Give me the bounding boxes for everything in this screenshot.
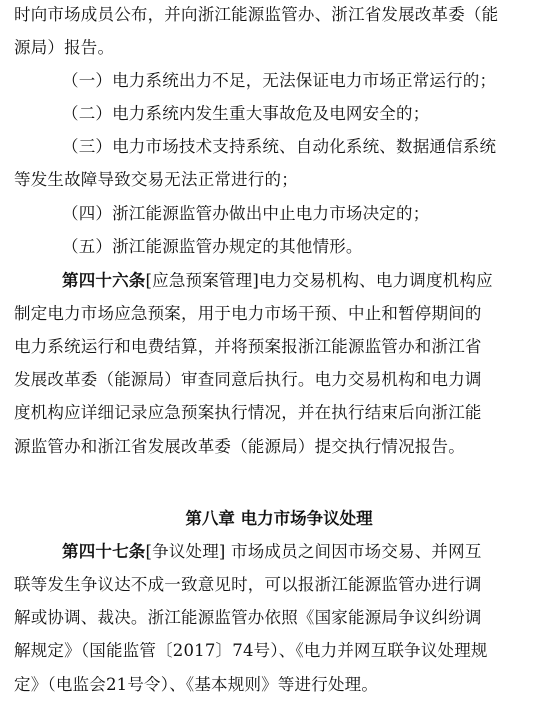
list-item-3-continuation: 等发生故障导致交易无法正常进行的； bbox=[14, 170, 298, 189]
article-46-line: 电力系统运行和电费结算，并将预案报浙江能源监管办和浙江省 bbox=[14, 337, 482, 356]
article-46-line: 制定电力市场应急预案，用于电力市场干预、中止和暂停期间的 bbox=[14, 304, 482, 323]
article-47-line: 定》（电监会21号令）、《基本规则》等进行处理。 bbox=[14, 675, 379, 694]
article-47-number: 第四十七条 bbox=[62, 542, 146, 561]
chapter-heading: 第八章 电力市场争议处理 bbox=[185, 509, 373, 528]
list-item-3: （三）电力市场技术支持系统、自动化系统、数据通信系统 bbox=[62, 137, 497, 156]
article-46-line: 发展改革委（能源局）审查同意后执行。电力交易机构和电力调 bbox=[14, 370, 482, 389]
list-item-1: （一）电力系统出力不足，无法保证电力市场正常运行的； bbox=[62, 71, 497, 90]
article-46-text: [应急预案管理]电力交易机构、电力调度机构应 bbox=[145, 271, 493, 290]
article-47-first-line bbox=[62, 541, 482, 563]
list-item-2: （二）电力系统内发生重大事故危及电网安全的； bbox=[62, 104, 430, 123]
paragraph-line: 时向市场成员公布，并向浙江能源监管办、浙江省发展改革委（能 bbox=[14, 5, 499, 24]
article-47-line: 解规定》（国能监管〔2017〕74号）、《电力并网互联争议处理规 bbox=[14, 641, 488, 660]
article-47-line: 联等发生争议达不成一致意见时，可以报浙江能源监管办进行调 bbox=[14, 575, 482, 594]
article-46-line: 源监管办和浙江省发展改革委（能源局）提交执行情况报告。 bbox=[14, 437, 465, 456]
article-46-line: 度机构应详细记录应急预案执行情况，并在执行结束后向浙江能 bbox=[14, 403, 482, 422]
list-item-5: （五）浙江能源监管办规定的其他情形。 bbox=[62, 237, 363, 256]
paragraph-line: 源局）报告。 bbox=[14, 38, 115, 57]
article-46-first-line bbox=[62, 270, 493, 292]
list-item-4: （四）浙江能源监管办做出中止电力市场决定的； bbox=[62, 204, 430, 223]
article-47-text: [争议处理] 市场成员之间因市场交易、并网互 bbox=[145, 542, 482, 561]
article-47-line: 解或协调、裁决。浙江能源监管办依照《国家能源局争议纠纷调 bbox=[14, 608, 482, 627]
article-46-number: 第四十六条 bbox=[62, 271, 146, 290]
